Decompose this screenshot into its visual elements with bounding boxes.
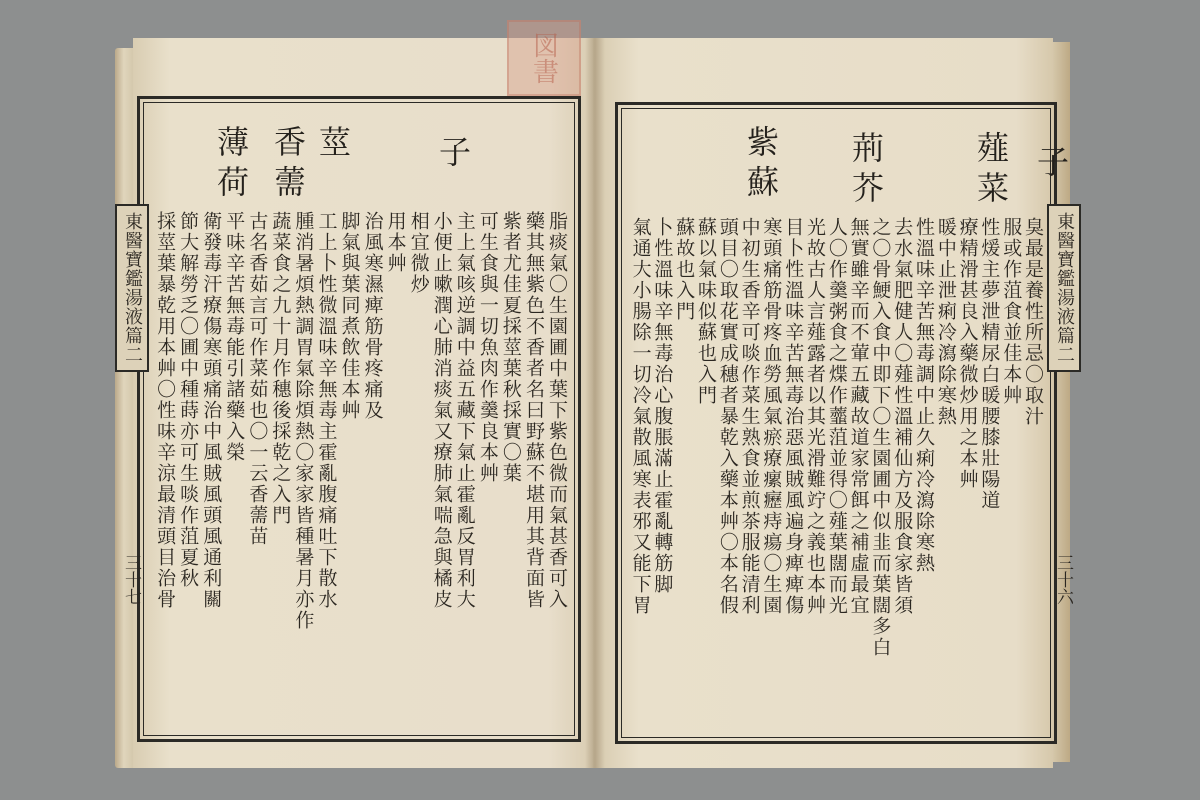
right-text-column: 之〇骨鯁入食中即下〇生園圃中似韭而葉闊多白	[869, 217, 892, 658]
right-page-number	[1051, 554, 1076, 605]
right-entry-heading: 薤菜	[972, 131, 1010, 211]
left-running-title	[115, 204, 149, 372]
right-text-column: 無實雖辛而不葷五藏故道家常餌之補虛最宜	[847, 217, 870, 616]
left-text-column: 腫消暑煩熱調胃氣除煩熱〇家家皆種暑月亦作	[292, 211, 315, 631]
right-text-column: 蘇以氣味似蘇也入門	[695, 217, 717, 406]
left-text-frame	[137, 96, 581, 742]
right-page-number-text: 三十六	[1053, 554, 1073, 605]
left-page-number-text: 三十七	[121, 554, 141, 605]
left-text-column: 藥其無紫色不香者名曰野蘇不堪用其背面皆	[522, 211, 545, 610]
right-text-column: 性溫味辛苦無毒調中止久痢冷瀉除寒熱	[913, 217, 935, 574]
left-text-column: 平味辛苦無毒能引諸藥入榮	[223, 211, 246, 463]
right-entry-heading: 紫蘇	[742, 125, 780, 205]
right-text-column: 去水氣肥健人〇薤性溫補仙方及服食家皆須	[891, 217, 914, 616]
open-book	[115, 32, 1075, 774]
left-entry-heading: 莖	[314, 125, 352, 165]
right-text-column: 寒頭痛筋骨疼血勞風氣瘀療瘰癧痔瘍〇生園	[760, 217, 783, 616]
left-text-column: 採莖葉暴乾用本艸〇性味辛涼最清頭目治骨	[154, 211, 177, 610]
left-text-column: 工上卜性微溫味辛無毒主霍亂腹痛吐下散水	[315, 211, 338, 610]
right-entry-heading: 荊芥	[847, 131, 885, 211]
left-text-column: 蔬菜食之九十月作穗後採乾之入門	[269, 211, 292, 526]
left-text-column: 主上氣咳逆調中益五藏下氣止霍亂反胃利大	[453, 211, 476, 610]
left-running-title-text: 東醫寶鑑湯液篇二	[122, 212, 143, 364]
right-text-column: 服或作菹食並佳本艸	[1000, 217, 1023, 406]
library-stamp	[507, 20, 581, 96]
left-text-column: 節大解勞乏〇圃中種蒔亦可生啖作菹夏秋	[177, 211, 200, 589]
right-text-column: 頭目〇取花實成穗者暴乾入藥本艸〇本名假	[716, 217, 739, 616]
stamp-text: 図書	[528, 32, 559, 84]
left-text-column: 用本艸	[384, 211, 407, 274]
left-page-number	[119, 554, 144, 605]
right-running-title-text: 東醫寶鑑湯液篇二	[1054, 212, 1075, 364]
right-entry-heading: 子	[1032, 145, 1070, 185]
left-entry-heading: 香薷	[269, 125, 307, 205]
left-text-column: 小便止嗽潤心肺消痰氣又療肺氣喘急與橘皮	[430, 211, 453, 610]
left-entry-heading: 薄荷	[212, 125, 250, 205]
right-text-column: 中初生香辛可啖作菜生熟食並煎茶服能清利	[738, 217, 761, 616]
right-text-column: 人〇作羹粥食之煠作虀菹並得〇薤葉闊而光	[825, 217, 848, 616]
left-text-column: 衛發毒汗療傷寒頭痛治中風賊風頭風通利關	[200, 211, 223, 610]
right-text-column: 卜性溫味辛無毒治心腹脹滿止霍亂轉筋脚	[651, 217, 674, 595]
right-text-column: 暖中止泄痢冷瀉除寒熱	[934, 217, 957, 427]
right-text-column: 臭最是養性所忌〇取汁	[1022, 217, 1044, 427]
right-text-column: 目卜性溫味辛苦無毒治惡風賊風遍身痺痺傷	[782, 217, 805, 616]
left-text-column: 紫者尤佳夏採莖葉秋採實〇葉	[499, 211, 522, 484]
left-text-column: 可生食與一切魚肉作羹良本艸	[476, 211, 499, 484]
left-text-column: 脚氣與葉同煮飲佳本艸	[338, 211, 361, 421]
left-text-column: 脂痰氣〇生園圃中葉下紫色微而氣甚香可入	[546, 211, 568, 610]
left-text-column: 治風寒濕痺筋骨疼痛及	[361, 211, 384, 421]
right-text-column: 氣通大小腸除一切冷氣散風寒表邪又能下胃	[629, 217, 652, 616]
left-entry-heading: 子	[434, 135, 472, 175]
left-text-column: 古名香茹言可作菜茹也〇一云香薷苗	[246, 211, 269, 547]
right-text-column: 蘇故也入門	[673, 217, 696, 322]
book-gutter	[585, 38, 605, 768]
right-text-column: 性煖主夢泄精尿白暖腰膝壯陽道	[978, 217, 1001, 511]
right-running-title	[1047, 204, 1081, 372]
right-text-column: 療精滑甚良入藥微炒用之本艸	[956, 217, 979, 490]
right-text-column: 光故古人言薤露者以其光滑難竚之義也本艸	[804, 217, 826, 616]
left-text-column: 相宜微炒	[407, 211, 430, 295]
